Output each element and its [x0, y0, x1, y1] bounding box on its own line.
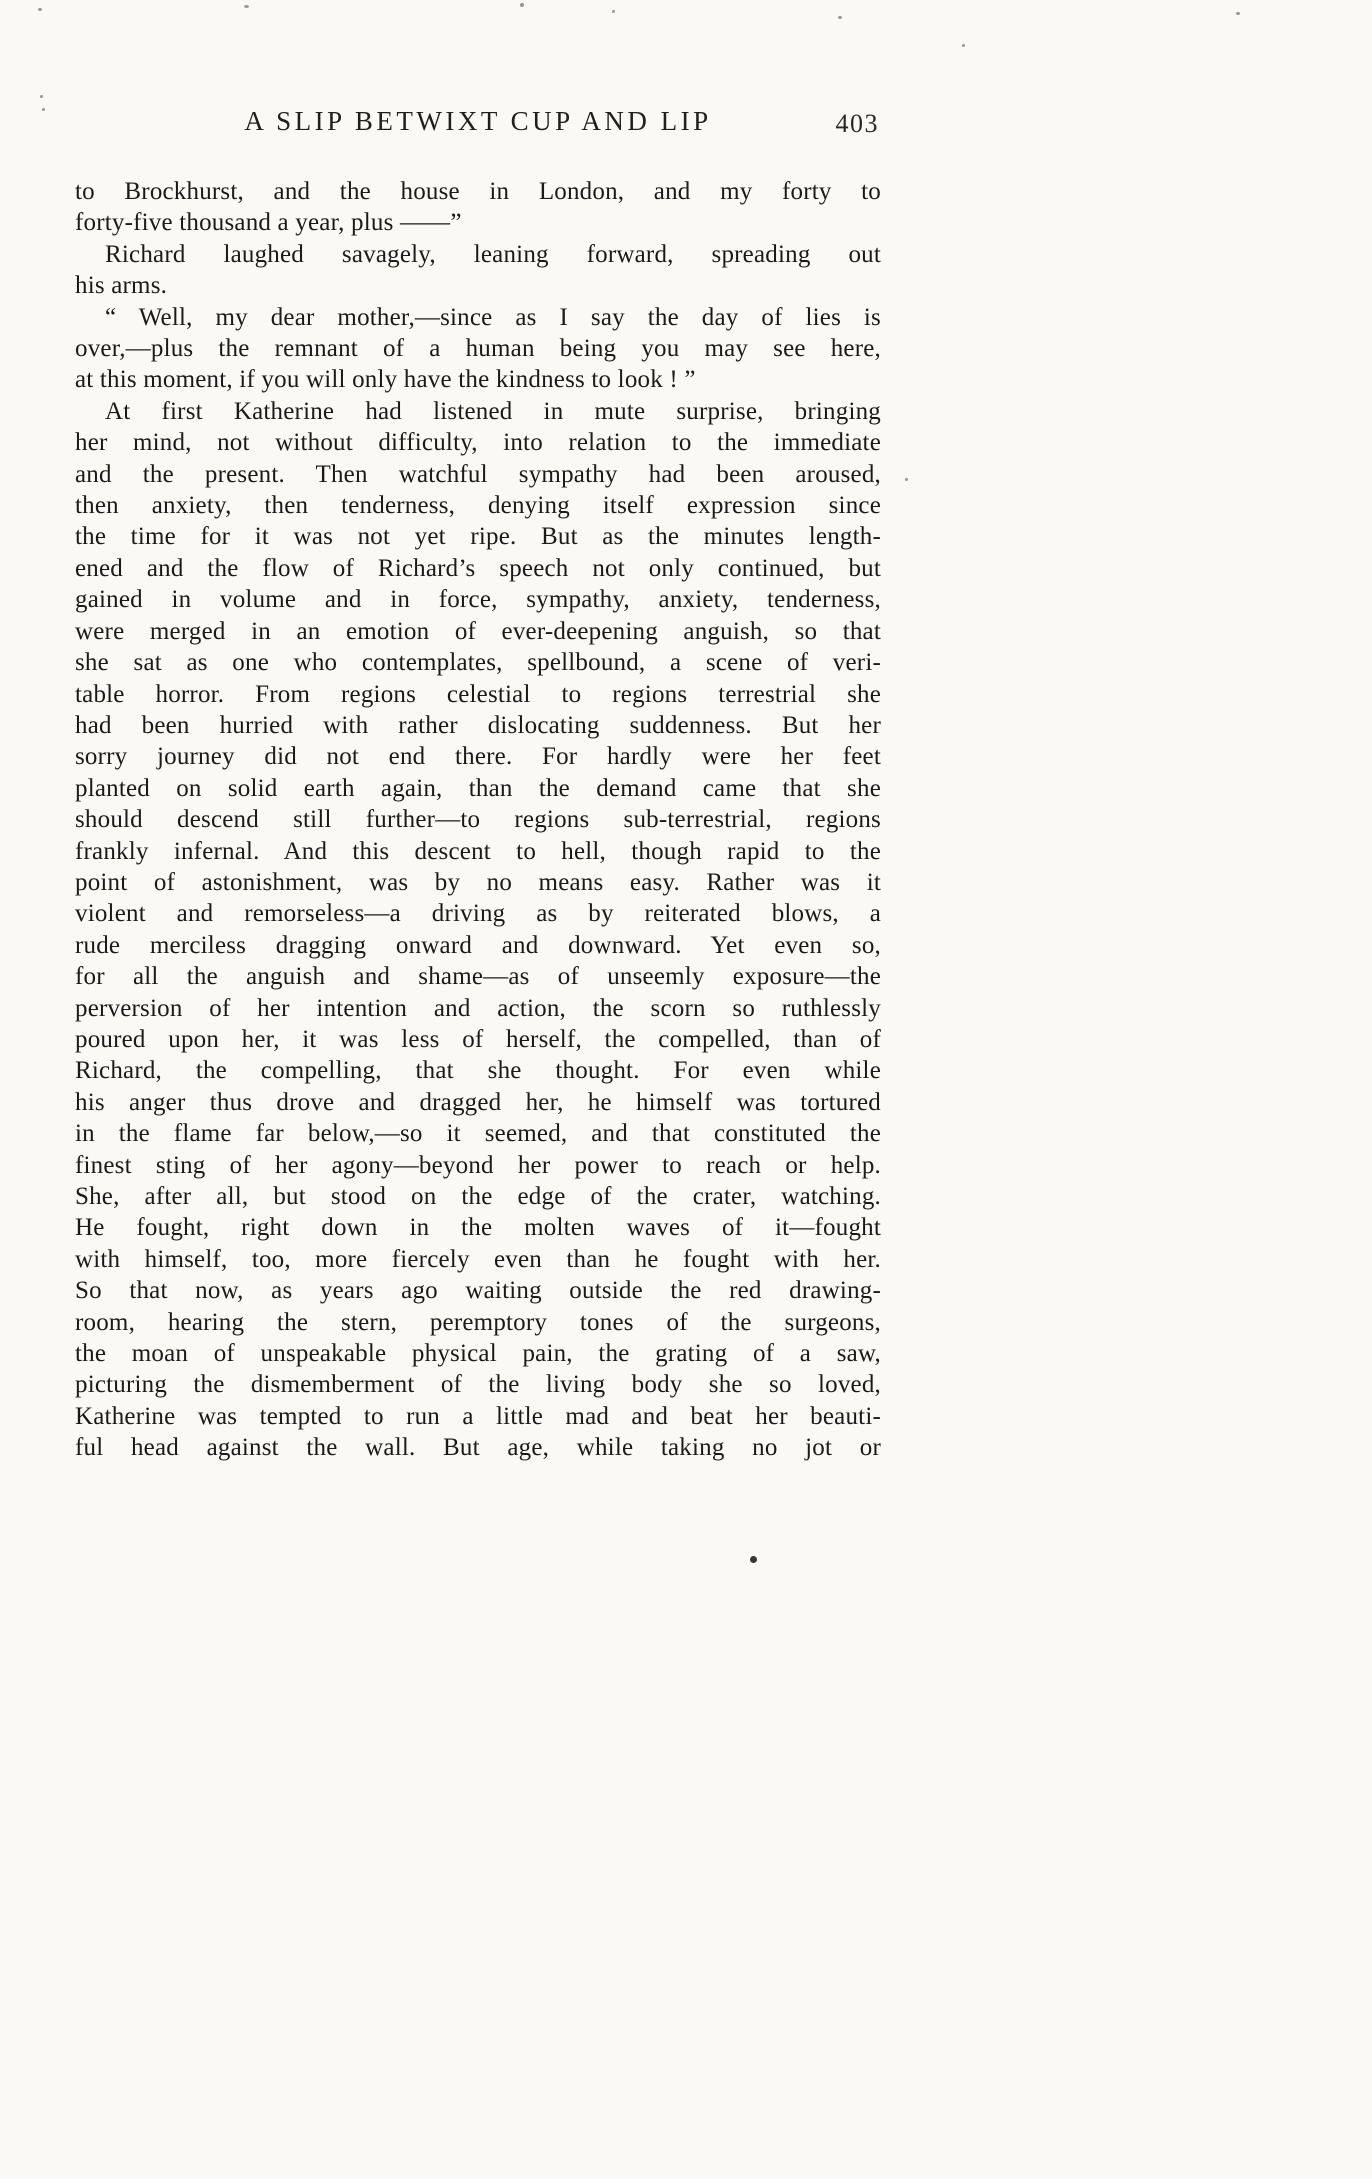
text-line: the moan of unspeakable physical pain, the grating of a saw, — [75, 1340, 881, 1368]
body-text — [75, 176, 881, 1464]
scan-speck — [244, 5, 249, 8]
text-line: the time for it was not yet ripe. But as the minutes length- — [75, 523, 881, 551]
text-line: Katherine was tempted to run a little mad and beat her beauti- — [75, 1402, 881, 1430]
scan-speck — [1236, 12, 1240, 15]
text-line: picturing the dismemberment of the living body she so loved, — [75, 1371, 881, 1399]
text-line: violent and remorseless—a driving as by reiterated blows, a — [75, 900, 881, 928]
text-line: she sat as one who contemplates, spellbound, a scene of veri- — [75, 649, 881, 677]
text-line: perversion of her intention and action, the scorn so ruthlessly — [75, 994, 881, 1022]
text-line: table horror. From regions celestial to regions terrestrial she — [75, 680, 881, 708]
text-line: He fought, right down in the molten waves of it—fought — [75, 1214, 881, 1242]
scan-speck — [838, 16, 842, 19]
scan-speck — [612, 10, 615, 13]
scan-speck — [520, 3, 524, 7]
text-line: should descend still further—to regions sub-terrestrial, regions — [75, 806, 881, 834]
text-line: rude merciless dragging onward and downward. Yet even so, — [75, 931, 881, 959]
text-line: over,—plus the remnant of a human being you may see here, — [75, 335, 881, 363]
paragraph — [75, 176, 881, 239]
text-line: At first Katherine had listened in mute surprise, bringing — [105, 397, 881, 425]
text-line: were merged in an emotion of ever-deepening anguish, so that — [75, 617, 881, 645]
text-line: “ Well, my dear mother,—since as I say the day of lies is — [105, 303, 881, 331]
scan-dot — [750, 1556, 757, 1563]
text-line: gained in volume and in force, sympathy, anxiety, tenderness, — [75, 586, 881, 614]
paragraph — [75, 396, 881, 1464]
text-line: in the flame far below,—so it seemed, and that constituted the — [75, 1120, 881, 1148]
text-line: to Brockhurst, and the house in London, and my forty to — [75, 178, 881, 205]
text-line: her mind, not without difficulty, into relation to the immediate — [75, 429, 881, 457]
text-line: poured upon her, it was less of herself, the compelled, than of — [75, 1025, 881, 1053]
text-line: with himself, too, more fiercely even than he fought with her. — [75, 1245, 881, 1273]
text-line: finest sting of her agony—beyond her power to reach or help. — [75, 1151, 881, 1179]
text-line: Richard laughed savagely, leaning forward, spreading out — [105, 240, 881, 268]
scan-speck — [40, 95, 43, 98]
text-line: and the present. Then watchful sympathy had been aroused, — [75, 460, 881, 488]
text-line: ened and the flow of Richard’s speech not only continued, but — [75, 554, 881, 582]
text-line: then anxiety, then tenderness, denying itself expression since — [75, 492, 881, 520]
paragraph — [75, 239, 881, 302]
page-header — [75, 106, 881, 146]
text-line: at this moment, if you will only have the kindness to look ! ” — [75, 366, 696, 394]
page-number: 403 — [835, 109, 879, 138]
text-line: forty-five thousand a year, plus ——” — [75, 209, 462, 237]
text-line: his anger thus drove and dragged her, he himself was tortured — [75, 1088, 881, 1116]
text-line: She, after all, but stood on the edge of the crater, watching. — [75, 1183, 881, 1210]
text-line: room, hearing the stern, peremptory tones of the surgeons, — [75, 1308, 881, 1336]
text-line: for all the anguish and shame—as of unseemly exposure—the — [75, 963, 881, 991]
text-line: planted on solid earth again, than the demand came that she — [75, 774, 881, 802]
text-line: Richard, the compelling, that she thought. For even while — [75, 1057, 881, 1085]
text-line: ful head against the wall. But age, while taking no jot or — [75, 1434, 881, 1462]
scan-speck — [42, 108, 45, 111]
paragraph — [75, 302, 881, 396]
text-line: frankly infernal. And this descent to hell, though rapid to the — [75, 837, 881, 865]
text-line: sorry journey did not end there. For hardly were her feet — [75, 743, 881, 771]
text-line: point of astonishment, was by no means easy. Rather was it — [75, 868, 881, 896]
text-line: had been hurried with rather dislocating suddenness. But her — [75, 711, 881, 739]
text-line: So that now, as years ago waiting outside the red drawing- — [75, 1277, 881, 1305]
scan-speck — [905, 478, 908, 481]
text-line: his arms. — [75, 272, 168, 300]
scan-speck — [38, 8, 42, 11]
running-title: A SLIP BETWIXT CUP AND LIP — [244, 106, 712, 136]
scan-speck — [962, 44, 965, 47]
